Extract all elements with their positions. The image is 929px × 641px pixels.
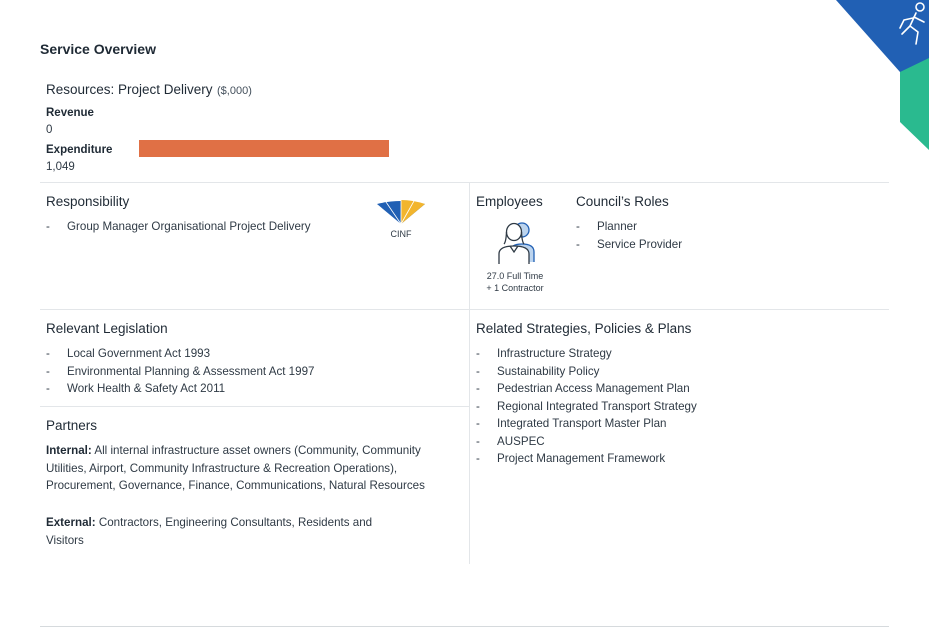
- list-item: - Infrastructure Strategy: [476, 345, 697, 363]
- external-text: Contractors, Engineering Consultants, Residents and Visitors: [46, 516, 373, 547]
- legislation-list: [46, 345, 314, 398]
- footer-divider: [40, 626, 889, 627]
- list-item: - Integrated Transport Master Plan: [476, 415, 697, 433]
- expenditure-bar: [139, 140, 389, 157]
- roles-list: [576, 218, 682, 253]
- list-item: - Project Management Framework: [476, 450, 697, 468]
- cinf-badge-icon: [376, 199, 426, 225]
- list-item: - Local Government Act 1993: [46, 345, 314, 363]
- partners-external: [46, 514, 401, 549]
- list-item: - AUSPEC: [476, 433, 697, 451]
- external-label: External:: [46, 516, 96, 529]
- internal-label: Internal:: [46, 444, 92, 457]
- divider: [40, 309, 889, 310]
- legislation-heading: Relevant Legislation: [46, 321, 168, 336]
- list-item: - Pedestrian Access Management Plan: [476, 380, 697, 398]
- revenue-label: Revenue: [46, 107, 94, 119]
- expenditure-label: Expenditure: [46, 144, 113, 156]
- strategies-list: [476, 345, 697, 468]
- resources-unit: ($,000): [217, 85, 252, 97]
- employee-person-icon: [494, 218, 542, 266]
- partners-heading: Partners: [46, 418, 98, 433]
- list-item: - Service Provider: [576, 236, 682, 254]
- list-item: - Work Health & Safety Act 2011: [46, 380, 314, 398]
- list-item: - Environmental Planning & Assessment Act 1997: [46, 363, 314, 381]
- expenditure-bar-track: [139, 140, 389, 157]
- roles-heading: Council’s Roles: [576, 194, 669, 209]
- divider: [469, 182, 470, 564]
- partners-internal: [46, 442, 456, 495]
- responsibility-list: [46, 218, 311, 236]
- list-item: - Regional Integrated Transport Strategy: [476, 398, 697, 416]
- resources-heading: Resources: Project Delivery: [46, 82, 213, 97]
- strategies-heading: Related Strategies, Policies & Plans: [476, 321, 692, 336]
- cinf-badge-label: CINF: [390, 229, 412, 239]
- expenditure-value: 1,049: [46, 161, 75, 173]
- resources-heading-row: [46, 81, 252, 99]
- page-title: Service Overview: [40, 41, 156, 57]
- employees-heading: Employees: [476, 194, 543, 209]
- employees-full-time: 27.0 Full Time: [486, 271, 544, 281]
- list-item: - Sustainability Policy: [476, 363, 697, 381]
- revenue-value: 0: [46, 124, 53, 136]
- internal-text: All internal infrastructure asset owners (Community, Community Utilities, Airport, Community Infrastructure & Recreation Operations), Procurement, Governance, Finance, Communications, Natural Resources: [46, 444, 425, 492]
- list-item: - Planner: [576, 218, 682, 236]
- responsibility-heading: Responsibility: [46, 194, 130, 209]
- corner-decoration: [830, 0, 929, 160]
- divider: [40, 406, 469, 407]
- list-item: - Group Manager Organisational Project Delivery: [46, 218, 311, 236]
- employees-contractor: + 1 Contractor: [486, 283, 544, 293]
- divider: [40, 182, 889, 183]
